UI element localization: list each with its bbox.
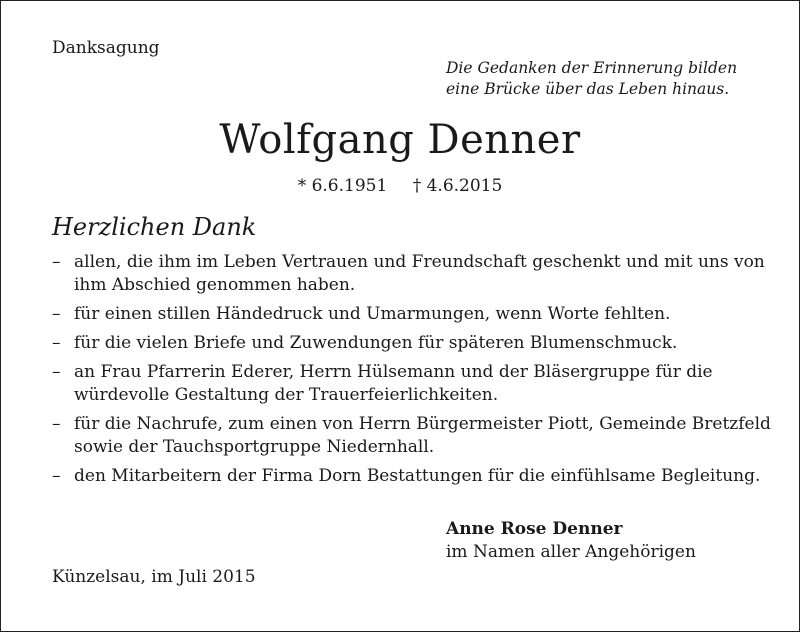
list-dash: –: [52, 414, 61, 434]
death-date: † 4.6.2015: [412, 176, 503, 196]
thanks-title: Herzlichen Dank: [52, 213, 257, 241]
list-item: [52, 361, 772, 407]
list-item: [52, 303, 772, 326]
list-dash: –: [52, 466, 61, 486]
signature-subtitle: im Namen aller Angehörigen: [446, 542, 696, 562]
list-item: [52, 332, 772, 355]
place-date: Künzelsau, im Juli 2015: [52, 567, 256, 587]
list-item-text: an Frau Pfarrerin Ederer, Herrn Hülsemann und der Bläsergruppe für die würdevolle Gestaltung der Trauerfeierlichkeiten.: [74, 362, 713, 405]
list-item: [52, 465, 772, 488]
list-item: [52, 251, 772, 297]
quote-line-2: eine Brücke über das Leben hinaus.: [446, 80, 730, 98]
list-item-text: für die Nachrufe, zum einen von Herrn Bürgermeister Piott, Gemeinde Bretzfeld sowie der Tauchsportgruppe Niedernhall.: [74, 414, 771, 457]
list-item-text: den Mitarbeitern der Firma Dorn Bestattungen für die einfühlsame Begleitung.: [74, 466, 761, 486]
list-item-text: für einen stillen Händedruck und Umarmungen, wenn Worte fehlten.: [74, 304, 671, 324]
memorial-quote: [446, 58, 737, 100]
list-dash: –: [52, 362, 61, 382]
notice-heading: Danksagung: [52, 38, 160, 58]
list-item-text: für die vielen Briefe und Zuwendungen für späteren Blumenschmuck.: [74, 333, 678, 353]
thanks-list: [52, 251, 772, 494]
life-dates: [0, 176, 800, 196]
quote-line-1: Die Gedanken der Erinnerung bilden: [446, 59, 738, 77]
birth-date: * 6.6.1951: [297, 176, 388, 196]
list-item-text: allen, die ihm im Leben Vertrauen und Freundschaft geschenkt und mit uns von ihm Abschied genommen haben.: [74, 252, 765, 295]
list-item: [52, 413, 772, 459]
deceased-name: Wolfgang Denner: [219, 117, 581, 163]
list-dash: –: [52, 333, 61, 353]
signature-name: Anne Rose Denner: [446, 519, 623, 539]
list-dash: –: [52, 304, 61, 324]
list-dash: –: [52, 252, 61, 272]
